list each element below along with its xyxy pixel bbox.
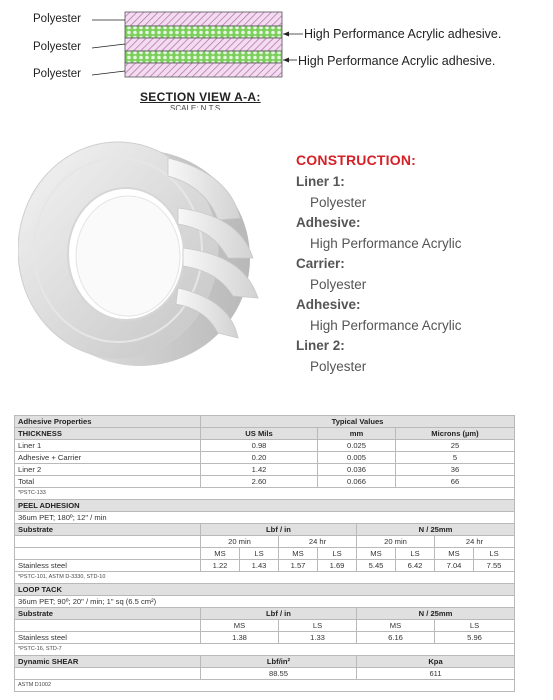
- thickness-row-name: Liner 1: [15, 440, 201, 452]
- loop-value: 1.33: [279, 632, 357, 644]
- thickness-value: 0.20: [201, 452, 318, 464]
- construction-label-adhesive-1: Adhesive:: [296, 215, 361, 230]
- thickness-value: 2.60: [201, 476, 318, 488]
- thickness-note-row: [15, 488, 515, 500]
- peel-unit-lbf: Lbf / in: [201, 524, 357, 536]
- loop-units-row: [15, 608, 515, 620]
- thickness-col-mm: mm: [318, 428, 396, 440]
- peel-dwell: 20 min: [357, 536, 435, 548]
- empty-cell: [15, 536, 201, 548]
- thickness-value: 0.98: [201, 440, 318, 452]
- shear-unit-kpa: Kpa: [357, 656, 515, 668]
- thickness-row-name: Total: [15, 476, 201, 488]
- shear-note-row: [15, 680, 515, 692]
- table-row: [15, 632, 515, 644]
- tape-roll-illustration: [18, 128, 268, 373]
- peel-mode: LS: [474, 548, 515, 560]
- thickness-value: 5: [396, 452, 515, 464]
- peel-note-row: [15, 572, 515, 584]
- peel-mode: MS: [201, 548, 240, 560]
- section-view-scale: SCALE: N.T.S: [170, 104, 221, 110]
- loop-value: 5.96: [435, 632, 515, 644]
- peel-mode-row: [15, 548, 515, 560]
- loop-unit-n: N / 25mm: [357, 608, 515, 620]
- peel-value: 1.57: [279, 560, 318, 572]
- peel-mode: MS: [279, 548, 318, 560]
- construction-label-carrier: Carrier:: [296, 256, 345, 271]
- shear-note: ASTM D1002: [15, 680, 515, 692]
- loop-mode: MS: [201, 620, 279, 632]
- thickness-value: 0.025: [318, 440, 396, 452]
- loop-value: 1.38: [201, 632, 279, 644]
- table-row: [15, 476, 515, 488]
- peel-value: 6.42: [396, 560, 435, 572]
- empty-cell: [15, 668, 201, 680]
- loop-condition-row: [15, 596, 515, 608]
- construction-value-liner-1: Polyester: [310, 195, 367, 210]
- peel-note: *PSTC-101, ASTM D-3330, STD-10: [15, 572, 515, 584]
- peel-substrate-label: Substrate: [15, 524, 201, 536]
- thickness-value: 36: [396, 464, 515, 476]
- layer-label-middle: Polyester: [33, 41, 81, 53]
- thickness-row-name: Liner 2: [15, 464, 201, 476]
- loop-note-row: [15, 644, 515, 656]
- peel-value: 5.45: [357, 560, 396, 572]
- table-row: [15, 464, 515, 476]
- construction-value-carrier: Polyester: [310, 277, 367, 292]
- loop-header-row: [15, 584, 515, 596]
- peel-condition-row: [15, 512, 515, 524]
- peel-header-row: [15, 500, 515, 512]
- thickness-col-microns: Microns (µm): [396, 428, 515, 440]
- section-view-title: SECTION VIEW A-A:: [140, 90, 261, 104]
- section-view-diagram: [0, 0, 553, 112]
- peel-unit-n: N / 25mm: [357, 524, 515, 536]
- peel-mode: MS: [435, 548, 474, 560]
- peel-mode: LS: [318, 548, 357, 560]
- shear-value: 88.55: [201, 668, 357, 680]
- table-header-row: [15, 416, 515, 428]
- peel-dwell-row: [15, 536, 515, 548]
- loop-value: 6.16: [357, 632, 435, 644]
- adhesive-label-lower: High Performance Acrylic adhesive.: [298, 54, 496, 68]
- peel-value: 1.69: [318, 560, 357, 572]
- loop-unit-lbf: Lbf / in: [201, 608, 357, 620]
- table-header-right: Typical Values: [201, 416, 515, 428]
- peel-dwell: 20 min: [201, 536, 279, 548]
- construction-value-adhesive-2: High Performance Acrylic: [310, 318, 462, 333]
- peel-value: 7.04: [435, 560, 474, 572]
- thickness-col-mils: US Mils: [201, 428, 318, 440]
- table-header-left: Adhesive Properties: [15, 416, 201, 428]
- thickness-value: 0.066: [318, 476, 396, 488]
- shear-value: 611: [357, 668, 515, 680]
- peel-mode: MS: [357, 548, 396, 560]
- loop-mode: MS: [357, 620, 435, 632]
- table-row: [15, 668, 515, 680]
- adhesive-properties-table: [14, 415, 515, 692]
- thickness-label: THICKNESS: [15, 428, 201, 440]
- peel-value: 7.55: [474, 560, 515, 572]
- construction-label-liner-1: Liner 1:: [296, 174, 345, 189]
- loop-row-name: Stainless steel: [15, 632, 201, 644]
- loop-substrate-label: Substrate: [15, 608, 201, 620]
- thickness-value: 66: [396, 476, 515, 488]
- loop-condition: 36um PET; 90º; 20" / min; 1" sq (6.5 cm²): [15, 596, 515, 608]
- shear-header-row: [15, 656, 515, 668]
- peel-units-row: [15, 524, 515, 536]
- layer-label-bottom: Polyester: [33, 68, 81, 80]
- thickness-value: 1.42: [201, 464, 318, 476]
- thickness-value: 0.036: [318, 464, 396, 476]
- peel-condition: 36um PET; 180º; 12" / min: [15, 512, 515, 524]
- construction-panel: [296, 152, 546, 379]
- peel-mode: LS: [240, 548, 279, 560]
- loop-mode: LS: [435, 620, 515, 632]
- shear-label: Dynamic SHEAR: [15, 656, 201, 668]
- table-row: [15, 452, 515, 464]
- adhesive-label-upper: High Performance Acrylic adhesive.: [304, 27, 502, 41]
- table-row: [15, 560, 515, 572]
- loop-mode: LS: [279, 620, 357, 632]
- layer-label-top: Polyester: [33, 13, 81, 25]
- thickness-row-name: Adhesive + Carrier: [15, 452, 201, 464]
- loop-mode-row: [15, 620, 515, 632]
- peel-dwell: 24 hr: [435, 536, 515, 548]
- construction-value-adhesive-1: High Performance Acrylic: [310, 236, 462, 251]
- loop-label: LOOP TACK: [15, 584, 515, 596]
- table-row: [15, 440, 515, 452]
- construction-label-adhesive-2: Adhesive:: [296, 297, 361, 312]
- peel-dwell: 24 hr: [279, 536, 357, 548]
- empty-cell: [15, 620, 201, 632]
- peel-value: 1.43: [240, 560, 279, 572]
- construction-label-liner-2: Liner 2:: [296, 338, 345, 353]
- thickness-note: *PSTC-133: [15, 488, 515, 500]
- empty-cell: [15, 548, 201, 560]
- peel-value: 1.22: [201, 560, 240, 572]
- thickness-value: 0.005: [318, 452, 396, 464]
- peel-label: PEEL ADHESION: [15, 500, 515, 512]
- peel-row-name: Stainless steel: [15, 560, 201, 572]
- thickness-value: 25: [396, 440, 515, 452]
- construction-value-liner-2: Polyester: [310, 359, 367, 374]
- peel-mode: LS: [396, 548, 435, 560]
- construction-title: CONSTRUCTION:: [296, 152, 417, 168]
- loop-note: *PSTC-16, STD-7: [15, 644, 515, 656]
- thickness-header-row: [15, 428, 515, 440]
- shear-unit-lbf: Lbf/in²: [201, 656, 357, 668]
